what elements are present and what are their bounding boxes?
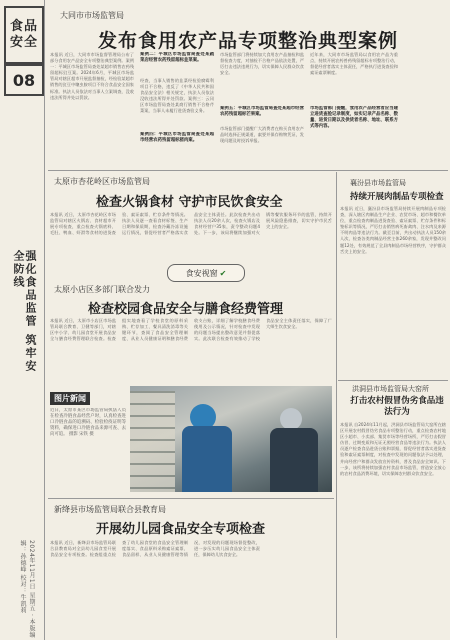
top-story-col2: 经查，当事人销售的韭菜经检验腐霉利项目不合格，违反了《中华人民共和国食品安全法》相关规定，执法人员依法没收违法所得并处罚款。案例三：云冈区市场监管局查处某商行销售不合格芹菜案，当事人未履行进货查验义务。	[140, 78, 214, 114]
photo-caption: 近日，太原市某区市场监管局执法人员在检查冷链食品经营户时，认真检查进口冷链食品的追溯码、检验检疫证明等资料，确保进口冷链食品来源可查、去向可追。 摄影 宋铁 摄	[50, 408, 126, 438]
bottom-divider	[48, 498, 334, 499]
check-icon: ✔	[219, 268, 227, 278]
masthead-slogan: 强化食品监管 筑牢安全防线	[12, 250, 37, 373]
badge-label: 食安视窗	[185, 268, 218, 278]
xinjiang-kicker: 新绛县市场监管局联合县教育局	[54, 505, 166, 514]
taiyuan-kicker: 太原市杏花岭区市场监管局	[54, 177, 150, 186]
photo-news-tag: 图片新闻	[50, 392, 90, 405]
school-kicker: 太原小店区多部门联合发力	[54, 285, 150, 294]
taiyuan-body: 本报讯 近日，太原市杏花岭区市场监管局对辖区火锅店、食材超市开展专项检查，重点检查火锅底料、毛肚、鸭血、虾滑等食材的进货查验、索证索票、贮存条件等情况。执法人员逐一查看食材标签、生产日期和保质期，检查冷藏冷冻设施运行情况，督促经营者严格落实食品安全主体责任。此次检查共出动执法人员20余人次，检查火锅店及食材经营户35家，责令整改问题4处。下一步，该局将继续加强对火锅等餐饮服务环节的监管，持续开展风险隐患排查，切实守护市民舌尖上的安全。	[50, 212, 332, 236]
top-story-col2-lead2: 案例四：平城区市场监管局查处某超市经营农药残留超标猪肉案。	[140, 132, 214, 143]
photo-person2-head	[280, 408, 302, 430]
xiangfen-body: 本报讯 近日，襄汾县市场监管局持续开展肉制品专项检查，深入辖区肉制品生产企业、农贸市场、超市和餐饮单位，重点检查肉制品进货查验、索证索票、贮存条件和标签标识等情况，严厉打击销售病死畜禽肉、注水肉及来源不明肉品等违法行为。截至目前，共出动执法人员150余人次，检查各类肉制品经营主体260余家，发现并整改问题12处，有效规范了全县肉制品市场经营秩序，守护群众舌尖上的安全。	[340, 206, 446, 254]
top-story-divider	[48, 170, 448, 171]
food-safety-badge	[167, 264, 245, 282]
top-story-headline: 发布食用农产品专项整治典型案例	[98, 30, 399, 52]
top-story-kicker: 大同市市场监管局	[60, 11, 124, 20]
top-story-col4-lead: 市场监管部门提醒，食用农产品经营者应当建立进货查验记录制度，如实记录产品名称、数量、进货日期以及供货者名称、地址、联系方式等内容。	[310, 106, 398, 129]
school-headline: 检查校园食品安全与膳食经费管理	[88, 302, 284, 317]
top-story-col4: 近年来，大同市市场监管局以食用农产品为重点，持续开展农药兽药残留超标专项整治行动，督促经营者落实主体责任，严格执行进货查验和索证索票制度。	[310, 52, 398, 76]
right-column-divider	[336, 172, 337, 638]
section-badge	[4, 6, 44, 64]
photo-person2-body	[270, 428, 318, 492]
xinjiang-headline: 开展幼儿园食品安全专项检查	[96, 522, 266, 537]
xiangfen-kicker: 襄汾县市场监管局	[350, 179, 406, 187]
top-story-col2-lead: 案例二：平城区市场监管局查处某蔬菜店经营农药残留超标韭菜案。	[140, 52, 214, 63]
xiangfen-headline: 持续开展肉制品专项检查	[350, 192, 444, 202]
top-story-col3-more: 市场监管部门提醒广大消费者在购买食用农产品时选择正规渠道，索要并保存购物凭证，发现问题及时投诉举报。	[220, 126, 304, 144]
school-body: 本报讯 近日，太原市小店区市场监管局联合教育、卫健等部门，对辖区中小学、幼儿园食堂开展食品安全与膳食经费管理联合检查。检查组实地查看了学校食堂的原料采购、贮存加工、餐具清洗消毒等关键环节，查阅了食品安全管理制度、从业人员健康证明和膳食经费收支台账，详细了解学校膳食经费使用及公示情况，针对检查中发现的问题当场提出整改意见并督促落实。此次联合检查有效推动了学校食品安全主体责任落实，保障了广大师生饮食安全。	[50, 318, 332, 342]
top-story-col3-lead: 案例五：平城区市场监管局查处某超市经营农药残留超标芒果案。	[220, 106, 304, 117]
masthead-sidebar	[0, 0, 44, 640]
hongdong-kicker: 洪洞县市场监管局大窑所	[352, 385, 429, 393]
xinjiang-body: 本报讯 近日，新绛县市场监管局联合县教育局对全县幼儿园食堂开展食品安全专项检查。检查组重点检查了幼儿园食堂的食品安全管理制度落实、食品原料采购索证索票、食品留样、从业人员健康管理等情况，对发现的问题现场督促整改，进一步压实幼儿园食品安全主体责任，保障幼儿饮食安全。	[50, 540, 260, 558]
photo-person-body	[182, 426, 232, 492]
top-story-col3: 市场监管部门将持续加大食用农产品抽检和监督检查力度，对抽检不合格产品依法处置，严厉打击违法违规行为，切实保障人民群众饮食安全。	[220, 52, 304, 76]
hongdong-headline: 打击农村假冒伪劣食品违法行为	[350, 396, 444, 417]
publication-info: 2024年11月1日 星期五 · 本版编辑：孙德峰 校对：牛凯莉	[19, 540, 35, 639]
photo-shelf	[130, 391, 175, 492]
right-column-rule	[338, 380, 448, 381]
news-photo	[130, 386, 332, 492]
taiyuan-headline: 检查火锅食材 守护市民饮食安全	[96, 195, 283, 210]
section-name-line1: 食品	[9, 19, 38, 34]
top-story-col1: 本报讯 近日，大同市市场监督管理局公布了部分食用农产品安全专项整治典型案例。案例一：平城区市场监管局查处某超市销售农药残留超标豇豆案。2024年6月，平城区市场监管局对辖区超市开展监督抽检，经检验某超市销售的豇豆中噻虫胺项目不符合食品安全国家标准。执法人员依法对当事人立案调查，没收违法所得并处以罚款。	[50, 52, 134, 100]
page-number: 08	[4, 64, 44, 96]
masthead-divider	[44, 0, 45, 640]
section-name-line2: 安全	[9, 35, 38, 50]
hongdong-body: 本报讯 自2024年11月起，洪洞县市场监管局大窑所在辖区开展农村假冒伪劣食品专项整治行动，重点检查农村地区小超市、小卖部、集贸市场等经营场所，严厉打击假冒仿冒、过期变质和无证无照经营食品等违法行为。执法人员逐户检查食品进货台账和票据，督促经营者落实进货查验和索证索票制度，对检查中发现的问题依法予以处理，并向经营户和群众发放宣传资料，普及食品安全知识。下一步，该所将持续加强农村食品市场监管，营造安全放心的农村食品消费环境，切实保障农村群众饮食安全。	[340, 422, 446, 476]
